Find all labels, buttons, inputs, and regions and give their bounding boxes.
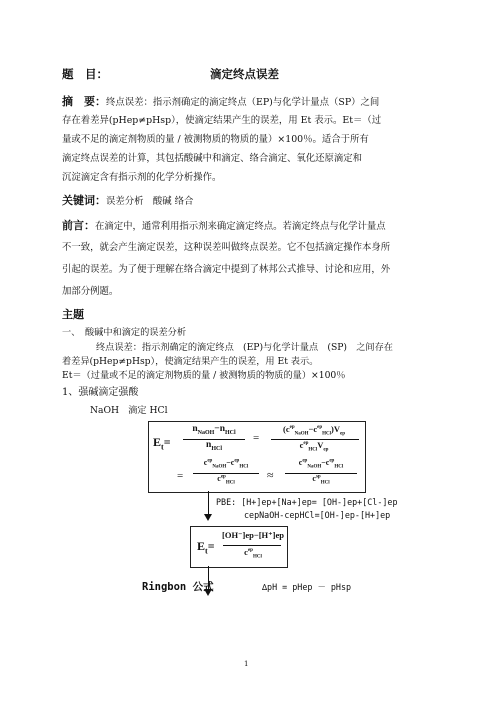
fraction-5-numerator: [OH⁻]ep−[H⁺]ep bbox=[222, 530, 284, 540]
fraction-5-denominator: $c^{ep}_{HCl}$ bbox=[244, 547, 262, 560]
fraction-3-denominator: $c^{ep}_{HCl}$ bbox=[217, 474, 235, 486]
formula-box-et-2 bbox=[190, 526, 288, 568]
preface-label: 前言： bbox=[62, 219, 95, 232]
page-title: 滴定终点误差 bbox=[210, 67, 279, 81]
fraction-3-numerator: $c^{ep}_{NaOH}-c^{ep}_{HCl}$ bbox=[203, 458, 249, 470]
equals-2: = bbox=[177, 470, 184, 482]
example-label: NaOH 滴定 HCl bbox=[90, 405, 168, 416]
arrow-1-shaft bbox=[208, 491, 209, 515]
keywords-text: 误差分析 酸碱 络合 bbox=[106, 196, 194, 207]
fraction-2-denominator: $c^{ep}_{HCl}V_{ep}$ bbox=[299, 440, 329, 453]
fraction-1-denominator: $n_{HCl}$ bbox=[206, 440, 222, 452]
abstract-line-1 bbox=[62, 92, 379, 112]
body-para-line-1: 终点误差：指示剂确定的滴定终点 (EP)与化学计量点 (SP) 之间存在 bbox=[96, 342, 393, 353]
section-heading-1: 一、 酸碱中和滴定的误差分析 bbox=[62, 327, 187, 338]
title-label: 题 目： bbox=[62, 67, 108, 81]
et-symbol: $E_t=$ bbox=[153, 435, 171, 452]
et-symbol-2: $E_t=$ bbox=[197, 539, 215, 556]
pbe-line-2: cepNaOH-cepHCl=[OH-]ep-[H+]ep bbox=[244, 510, 391, 520]
body-para-line-2: 着差异(pHep≠pHsp），使滴定结果产生的误差，用 Et 表示。 bbox=[62, 356, 319, 367]
abstract-line-2: 存在着差异(pHep≠pHsp），使滴定结果产生的误差，用 Et 表示。Et＝（过 bbox=[62, 115, 382, 126]
fraction-1-numerator: $n_{NaOH}-n_{HCl}$ bbox=[192, 424, 236, 436]
preface-line-1 bbox=[62, 216, 386, 236]
approx-symbol: ≈ bbox=[267, 468, 274, 482]
fraction-2-numerator: $(c^{ep}_{NaOH}-c^{ep}_{HCl})V_{ep}$ bbox=[283, 424, 345, 437]
formula-box-et bbox=[148, 421, 366, 493]
page-number: 1 bbox=[244, 660, 249, 668]
fraction-4-denominator: $c^{sp}_{HCl}$ bbox=[312, 474, 330, 486]
abstract-label: 摘 要： bbox=[62, 95, 106, 108]
fraction-5-bar bbox=[223, 545, 281, 546]
delta-ph-formula: ∆pH = pHep － pHsp bbox=[262, 582, 352, 592]
pbe-line-1: PBE: [H+]ep+[Na+]ep= [OH-]ep+[Cl-]ep bbox=[216, 497, 398, 507]
keywords-line bbox=[62, 191, 193, 211]
keywords-label: 关键词： bbox=[62, 194, 106, 207]
abstract-line-4: 滴定终点误差的计算，其包括酸碱中和滴定、络合滴定、氧化还原滴定和 bbox=[62, 153, 363, 164]
preface-line-2: 不一致，就会产生滴定误差，这种误差叫做终点误差。它不包括滴定操作本身所 bbox=[62, 242, 391, 253]
main-heading: 主题 bbox=[62, 308, 84, 321]
abstract-text-1: 终点误差：指示剂确定的滴定终点（EP)与化学计量点（SP）之间 bbox=[106, 97, 380, 108]
abstract-line-3: 量或不足的滴定剂物质的量 / 被测物质的物质的量）×100％。适合于所有 bbox=[62, 134, 369, 145]
ringbon-label: Ringbon 公式 bbox=[142, 581, 214, 593]
body-para-line-3: Et＝（过量或不足的滴定剂物质的量 / 被测物质的物质的量）×100％ bbox=[62, 370, 346, 381]
arrow-1-head bbox=[204, 514, 212, 521]
fraction-4-numerator: $c^{ep}_{NaOH}-c^{ep}_{HCl}$ bbox=[298, 458, 344, 470]
abstract-line-5: 沉淀滴定含有指示剂的化学分析操作。 bbox=[62, 172, 222, 183]
equals-1: = bbox=[253, 432, 260, 444]
preface-line-4: 加部分例题。 bbox=[62, 286, 119, 297]
preface-text-1: 在滴定中，通常利用指示剂来确定滴定终点。若滴定终点与化学计量点 bbox=[95, 221, 386, 232]
subsection-heading: 1、强碱滴定强酸 bbox=[62, 387, 139, 398]
preface-line-3: 引起的误差。为了便于理解在络合滴定中提到了林邦公式推导、讨论和应用，外 bbox=[62, 264, 391, 275]
